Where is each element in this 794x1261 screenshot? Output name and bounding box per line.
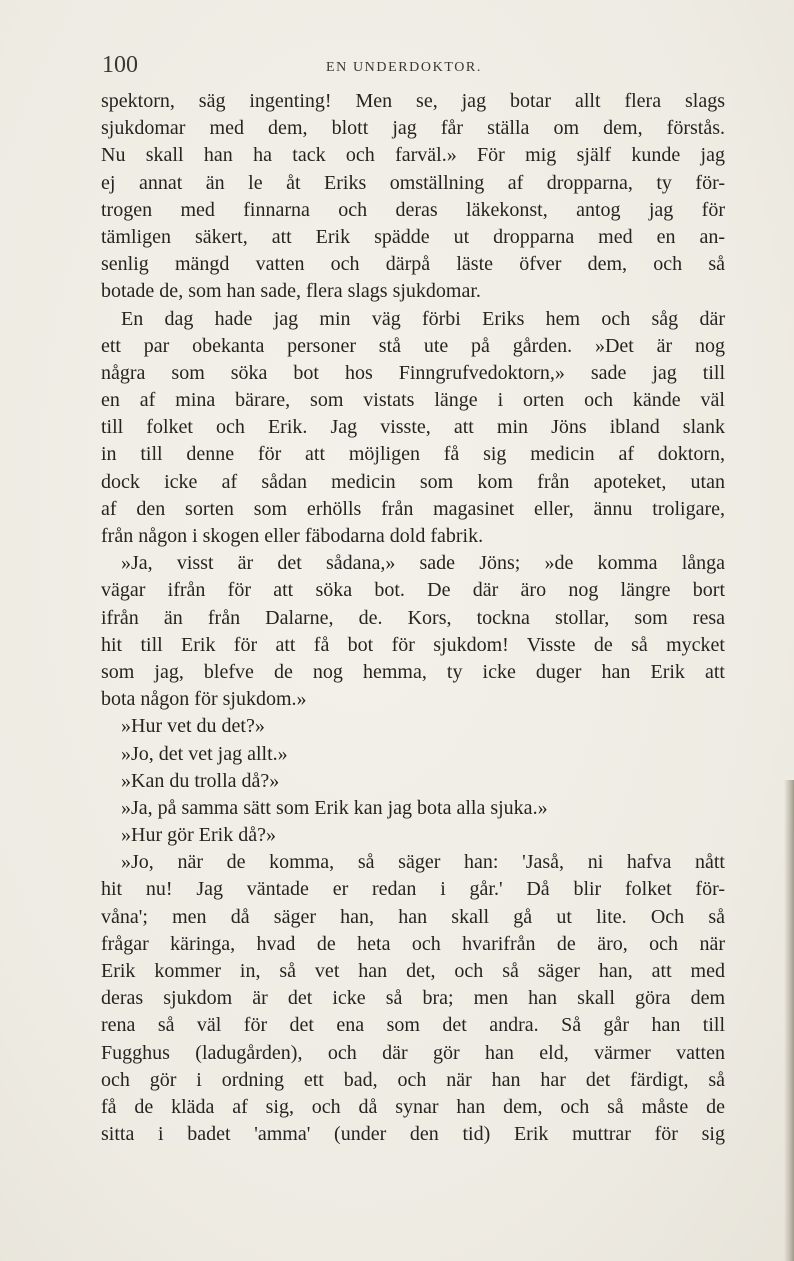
text-line: Erik kommer in, så vet han det, och så säger han, att med bbox=[101, 960, 725, 982]
page-header bbox=[102, 52, 722, 80]
text-line: Fugghus (ladugården), och där gör han eld, värmer vatten bbox=[101, 1041, 725, 1064]
page-number: 100 bbox=[102, 52, 138, 78]
text-line: sjukdomar med dem, blott jag får ställa om dem, förstås. bbox=[101, 117, 725, 140]
text-line: en af mina bärare, som vistats länge i orten och kände väl bbox=[101, 389, 725, 412]
text-line: vägar ifrån för att söka bot. De där äro nog längre bort bbox=[101, 579, 725, 602]
text-line: spektorn, säg ingenting! Men se, jag botar allt flera slags bbox=[101, 90, 725, 112]
text-line: »Jo, när de komma, så säger han: 'Jaså, ni hafva nått bbox=[121, 851, 725, 874]
text-line: senlig mängd vatten och därpå läste öfver dem, och så bbox=[101, 253, 725, 276]
text-line: En dag hade jag min väg förbi Eriks hem och såg där bbox=[121, 307, 725, 330]
text-line: tämligen säkert, att Erik spädde ut dropparna med en an- bbox=[101, 225, 725, 248]
text-line: deras sjukdom är det icke så bra; men han skall göra dem bbox=[101, 987, 725, 1010]
text-line: af den sorten som erhölls från magasinet eller, ännu troligare, bbox=[101, 497, 725, 520]
text-line: in till denne för att möjligen få sig medicin af doktorn, bbox=[101, 443, 725, 466]
text-line: bota någon för sjukdom.» bbox=[101, 688, 307, 711]
text-line: dock icke af sådan medicin som kom från apoteket, utan bbox=[101, 470, 725, 493]
text-line: och gör i ordning ett bad, och när han har det färdigt, så bbox=[101, 1068, 725, 1091]
text-line: våna'; men då säger han, han skall gå ut lite. Och så bbox=[101, 905, 725, 928]
text-line: »Ja, på samma sätt som Erik kan jag bota alla sjuka.» bbox=[121, 796, 548, 819]
page-edge-shadow bbox=[784, 780, 794, 1261]
text-line: ifrån än från Dalarne, de. Kors, tockna stollar, som resa bbox=[101, 606, 725, 629]
text-line: »Hur vet du det?» bbox=[121, 715, 265, 738]
text-line: hit till Erik för att få bot för sjukdom! Visste de så mycket bbox=[101, 633, 725, 656]
text-line: »Kan du trolla då?» bbox=[121, 769, 280, 792]
text-line: hit nu! Jag väntade er redan i går.' Då blir folket för- bbox=[101, 878, 725, 901]
body-text bbox=[101, 88, 725, 1148]
running-title: EN UNDERDOKTOR. bbox=[326, 60, 482, 75]
text-line: trogen med finnarna och deras läkekonst, antog jag för bbox=[101, 198, 725, 221]
text-line: från någon i skogen eller fäbodarna dold fabrik. bbox=[101, 525, 484, 547]
text-line: få de kläda af sig, och då synar han dem, och så måste de bbox=[101, 1095, 725, 1118]
text-line: »Hur gör Erik då?» bbox=[121, 824, 276, 847]
text-line: som jag, blefve de nog hemma, ty icke duger han Erik att bbox=[101, 660, 725, 683]
text-line: sitta i badet 'amma' (under den tid) Erik muttrar för sig bbox=[101, 1123, 725, 1146]
text-line: »Jo, det vet jag allt.» bbox=[121, 742, 288, 765]
text-line: Nu skall han ha tack och farväl.» För mig själf kunde jag bbox=[101, 144, 725, 167]
text-line: ett par obekanta personer stå ute på gården. »Det är nog bbox=[101, 334, 725, 357]
text-line: ej annat än le åt Eriks omställning af dropparna, ty för- bbox=[101, 171, 725, 194]
text-line: några som söka bot hos Finngrufvedoktorn,» sade jag till bbox=[101, 361, 725, 384]
text-line: botade de, som han sade, flera slags sjukdomar. bbox=[101, 280, 481, 303]
text-line: frågar käringa, hvad de heta och hvarifrån de äro, och när bbox=[101, 932, 725, 955]
text-line: »Ja, visst är det sådana,» sade Jöns; »de komma långa bbox=[121, 552, 725, 575]
text-line: till folket och Erik. Jag visste, att min Jöns ibland slank bbox=[101, 416, 725, 439]
text-line: rena så väl för det ena som det andra. Så går han till bbox=[101, 1014, 725, 1037]
